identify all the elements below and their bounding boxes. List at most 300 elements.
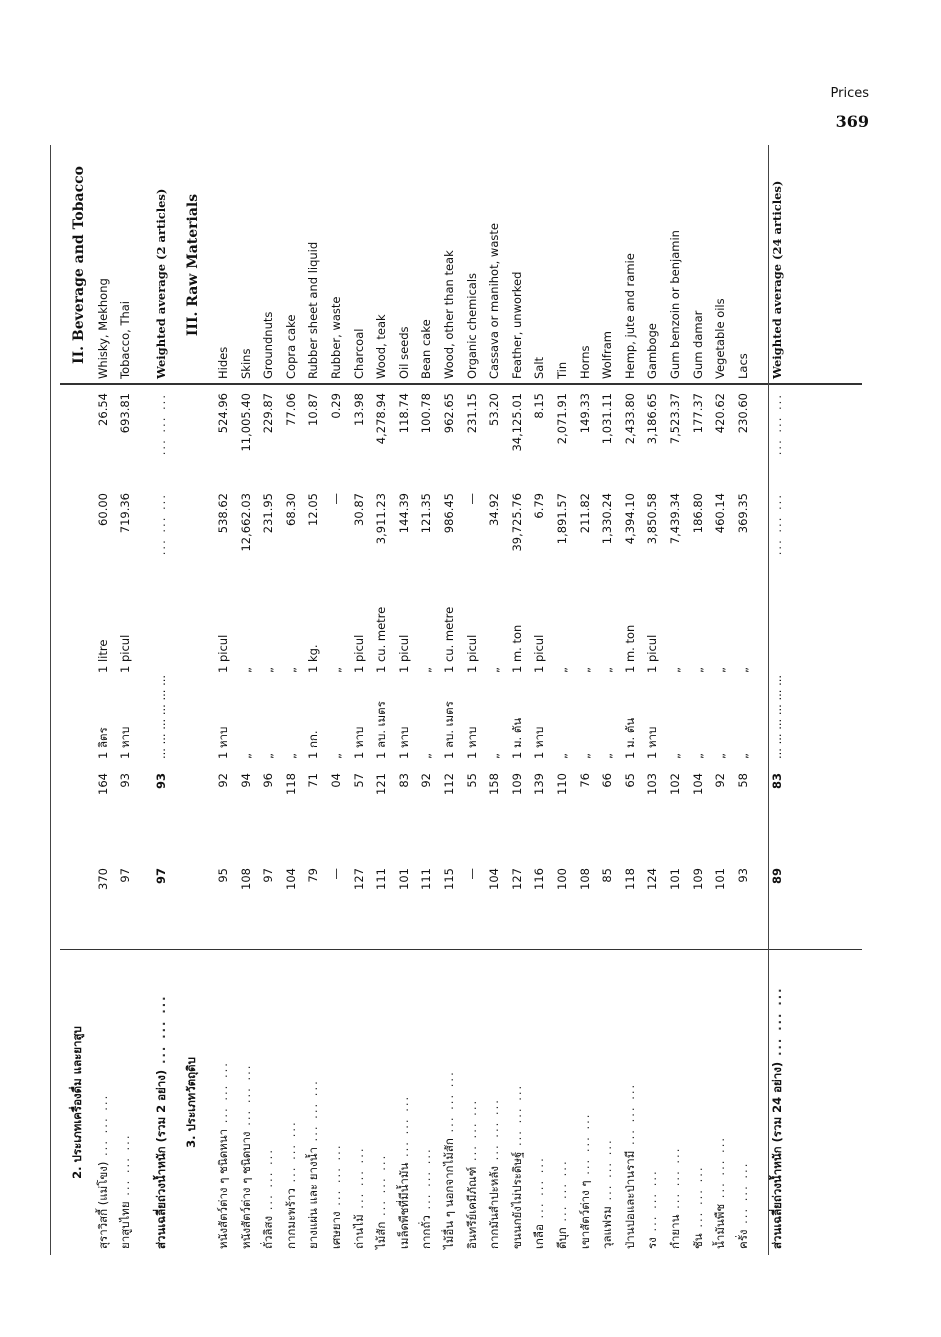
thai-item-label: ชัน [690,1233,705,1249]
total-rule [768,145,769,1255]
price-value-1: 369.35 [735,493,750,534]
leader-dots: ... ... ... [645,1169,660,1238]
thai-item-name [396,950,419,1255]
thai-item-label: กากถั่ว [419,1215,434,1249]
index-value-1: 95 [216,868,230,883]
english-item-name: Oil seeds [396,326,411,379]
thai-item-label: วุลแฟรม [600,1206,615,1249]
unit-english: „ [735,667,750,673]
price-value-2: 4,278.94 [374,393,389,445]
index-value-2: 58 [735,773,750,788]
unit-cell [735,585,758,765]
unit-thai: 1 ม. ตัน [622,717,637,759]
price-value-1: 30.87 [351,493,366,526]
english-item-name: Cassava or manihot, waste [487,223,502,379]
thai-item-label: กากมะพร้าว [283,1188,298,1249]
price-value-2: 11,005.40 [238,393,253,452]
unit-cell [283,585,306,765]
index-value-1: 124 [645,868,660,890]
unit-english: „ [555,667,569,673]
unit-english: „ [600,667,615,673]
english-item-name: Wood, other than teak [442,250,456,379]
unit-cell [218,585,238,765]
english-item-name: Skins [238,348,253,379]
price-value-1: 3,850.58 [645,493,660,545]
index-value-2: 55 [464,773,479,788]
english-item-name: Horns [577,345,592,379]
thai-item-label: อินทรีย์เคมีภัณฑ์ [464,1166,479,1249]
english-item-name: Hides [216,346,230,379]
index-value-1: 115 [442,868,456,890]
unit-thai: 1 หาบ [396,726,411,759]
unit-english: „ [577,667,592,673]
price-value-1: 3,911.23 [374,493,389,545]
thai-item-name [98,950,118,1255]
index-value-2: 93 [118,773,132,788]
english-item-name: Lacs [735,353,750,379]
unit-cell [444,585,464,765]
price-value-2: 524.96 [216,393,230,434]
index-value-2: 118 [283,773,298,795]
unit-thai: „ [668,753,682,759]
thai-item-label: หนังสัตว์ต่าง ๆ ชนิดบาง [238,1131,253,1249]
unit-english: „ [261,667,276,673]
price-value-1: — [464,493,479,505]
leader-dots: ... ... ... [532,1156,547,1225]
index-value-1: — [464,868,479,880]
unit-cell [396,585,419,765]
price-value-1: 538.62 [216,493,230,534]
unit-english: 1 picul [532,634,547,673]
index-value-2: 104 [690,773,705,795]
price-value-1: 231.95 [261,493,276,534]
unit-english: 1 picul [464,634,479,673]
leader-dots: ... ... ... [216,1061,230,1129]
unit-thai: „ [600,753,615,759]
index-value-2: 109 [509,773,524,795]
english-item-name: Feather, unworked [509,271,524,379]
leader-dots: ... ... ... [509,1083,524,1152]
unit-cell [376,585,396,765]
price-value-2: 231.15 [464,393,479,434]
average-index-2: 93 [154,773,168,790]
price-column-2 [50,385,870,485]
english-item-name: Wolfram [600,331,615,379]
index-value-2: 83 [396,773,411,788]
price-value-1: 211.82 [577,493,592,534]
index-value-1: 93 [735,868,750,883]
unit-english: 1 m. ton [509,624,524,673]
price-value-1: 186.80 [690,493,705,534]
leader-dots: ... ... ... [735,1161,750,1230]
index-value-2: 112 [442,773,456,795]
thai-item-name [670,950,690,1255]
english-item-name: Tin [555,361,569,379]
unit-cell [489,585,509,765]
thai-item-name [444,950,464,1255]
thai-item-name [715,950,735,1255]
thai-item-label: ดีบุก [555,1227,569,1249]
index-value-2: 96 [261,773,276,788]
thai-item-name [489,950,509,1255]
index-value-1: 97 [261,868,276,883]
leader-dots: ... ... ... [154,493,168,556]
unit-english: 1 cu. metre [374,606,389,673]
english-item-name: Groundnuts [261,311,276,379]
leader-dots: ... ... ... [442,1070,456,1139]
price-value-2: 34,125.01 [509,393,524,452]
index-value-1: 101 [668,868,682,890]
english-item-name: Gamboge [645,323,660,379]
thai-item-label: เกลือ [532,1224,547,1249]
index-value-2: 110 [555,773,569,795]
thai-item-name [308,950,328,1255]
price-value-2: 118.74 [396,393,411,434]
index-value-1: 116 [532,868,547,890]
index-value-1: 104 [283,868,298,890]
price-value-1: 1,330.24 [600,493,615,545]
thai-item-name [690,950,713,1255]
price-value-1: 986.45 [442,493,456,534]
price-value-2: 177.37 [690,393,705,434]
index-column-1 [50,860,870,950]
english-item-name: Whisky, Mekhong [96,278,110,379]
price-value-1: — [329,493,343,505]
unit-cell [577,585,600,765]
price-value-1: 12.05 [306,493,321,526]
price-value-1: 719.36 [118,493,132,534]
thai-item-name [557,950,577,1255]
unit-cell [557,585,577,765]
unit-english: „ [329,667,343,673]
index-value-2: 57 [351,773,366,788]
unit-thai: 1 ลบ. เมตร [442,701,456,759]
price-value-1: 39,725.76 [509,493,524,552]
leader-dots: ... ... ... [154,393,168,456]
leader-dots: ... ... ... [690,1165,705,1234]
index-value-1: 100 [555,868,569,890]
unit-english: 1 kg. [306,644,321,673]
thai-item-name [577,950,600,1255]
unit-cell [602,585,622,765]
unit-english: „ [690,667,705,673]
thai-item-label: หนังสัตว์ต่าง ๆ ชนิดหนา [216,1128,230,1249]
index-value-1: 101 [396,868,411,890]
unit-cell [263,585,283,765]
index-value-1: 108 [577,868,592,890]
leader-dots: ... ... ... [770,493,785,556]
price-value-2: 77.06 [283,393,298,426]
index-value-2: 121 [374,773,389,795]
price-value-1: 4,394.10 [622,493,637,545]
unit-thai: 1 หาบ [351,726,366,759]
index-value-2: 71 [306,773,321,788]
thai-item-label: กากมันสำปะหลัง [487,1165,502,1249]
english-item-name: Organic chemicals [464,272,479,379]
price-value-2: 13.98 [351,393,366,426]
unit-thai: „ [329,753,343,759]
price-column-1 [50,485,870,585]
english-item-name: Salt [532,356,547,379]
price-value-2: 149.33 [577,393,592,434]
leader-dots: ... ... ... [600,1138,615,1207]
unit-thai: 1 หาบ [464,726,479,759]
thai-item-label: ส่วนเฉลี่ยถ่วงน้ำหนัก (รวม 24 อย่าง) [770,1061,785,1249]
price-value-1: 7,439.34 [668,493,682,545]
unit-english: 1 litre [96,639,110,673]
leader-dots: ... ... ... [96,1093,110,1162]
thai-item-label: เขาสัตว์ต่าง ๆ [577,1180,592,1249]
price-value-2: 2,071.91 [555,393,569,445]
unit-cell [351,585,374,765]
unit-cell [308,585,328,765]
price-value-2: 230.60 [735,393,750,434]
thai-item-name [283,950,306,1255]
index-value-2: 164 [96,773,110,795]
thai-item-label: ถ่านไม้ [351,1214,366,1249]
unit-cell [534,585,554,765]
unit-english: 1 cu. metre [442,606,456,673]
unit-cell [98,585,118,765]
english-item-name: Gum damar [690,310,705,379]
thai-item-label: เมล็ดพืชที่มีน้ำมัน [396,1162,411,1249]
index-value-2: 103 [645,773,660,795]
thai-item-name [120,950,140,1255]
unit-thai: 1 หาบ [532,726,547,759]
english-item-name: Bean cake [419,319,434,379]
thai-item-label: ครั่ง [735,1229,750,1249]
price-value-1: 121.35 [419,493,434,534]
unit-thai: „ [690,753,705,759]
price-value-2: 8.15 [532,393,547,419]
english-item-name: Gum benzoin or benjamin [668,230,682,379]
unit-thai: 1 หาบ [645,726,660,759]
thai-item-name [263,950,283,1255]
unit-english: „ [419,667,434,673]
index-value-2: 76 [577,773,592,788]
thai-item-name [218,950,238,1255]
leader-dots: ... ... ... [555,1159,569,1228]
unit-cell [331,585,351,765]
unit-english: „ [668,667,682,673]
leader-dots: ... ... ... [622,1082,637,1151]
price-value-1: 12,662.03 [238,493,253,552]
unit-thai: 1 ลบ. เมตร [374,701,389,759]
unit-cell [509,585,532,765]
index-value-1: 97 [118,868,132,883]
price-value-2: 0.29 [329,393,343,419]
section-heading-english: II. Beverage and Tobacco [71,166,87,364]
leader-dots: ... ... ... [238,1063,253,1132]
unit-english: 1 picul [396,634,411,673]
unit-cell [464,585,487,765]
index-value-2: 94 [238,773,253,788]
unit-english: „ [487,667,502,673]
index-value-2: 04 [329,773,343,788]
average-index-1: 97 [154,868,168,885]
running-header-section: Prices [830,86,869,101]
thai-item-name [647,950,667,1255]
weighted-average-label: Weighted average (2 articles) [154,188,168,379]
thai-item-label: เศษยาง [329,1211,343,1249]
average-index-2: 83 [770,773,785,790]
price-value-2: 2,433.80 [622,393,637,445]
price-value-2: 10.87 [306,393,321,426]
unit-english: 1 picul [216,634,230,673]
leader-dots: ... ... ... [118,1133,132,1202]
thai-item-name [534,950,554,1255]
unit-thai: 1 หาบ [216,726,230,759]
unit-cell [421,585,441,765]
leader-dots: ... ... ... [770,393,785,456]
index-value-1: 79 [306,868,321,883]
thai-item-name [509,950,532,1255]
index-value-2: 102 [668,773,682,795]
leader-dots: ... ... ... [396,1094,411,1163]
unit-thai: „ [555,753,569,759]
leader-dots: ... ... ... [261,1148,276,1216]
unit-thai: „ [238,753,253,759]
unit-english: 1 picul [118,634,132,673]
english-item-name: Vegetable oils [713,298,728,379]
thai-item-name [156,950,176,1255]
unit-english: „ [283,667,298,673]
price-value-2: 229.87 [261,393,276,434]
index-value-1: 111 [419,868,434,890]
leader-dots: ... ... ... [419,1147,434,1216]
price-value-1: 6.79 [532,493,547,519]
thai-item-label: ยาสูบไทย [118,1201,132,1249]
unit-thai: 1 หาบ [118,726,132,759]
thai-item-label: สุราวิสกี้ (แม่โขง) [96,1161,110,1249]
leader-dots: ... ... ... ... ... ... [154,674,168,759]
thai-item-name [735,950,758,1255]
index-value-1: 101 [713,868,728,890]
leader-dots: ... ... ... [577,1112,592,1181]
price-value-2: 100.78 [419,393,434,434]
leader-dots: ... ... ... [306,1079,321,1148]
unit-thai: 1 ม. ตัน [509,717,524,759]
thai-item-label: ส่วนเฉลี่ยถ่วงน้ำหนัก (รวม 2 อย่าง) [154,1069,168,1249]
index-value-1: 104 [487,868,502,890]
unit-english: 1 picul [645,634,660,673]
thai-name-column [50,950,870,1255]
unit-english: „ [238,667,253,673]
index-value-1: 127 [351,868,366,890]
leader-dots: ... ... ... ... ... ... [770,674,785,759]
index-value-2: 92 [216,773,230,788]
english-item-name: Rubber sheet and liquid [306,241,321,379]
unit-cell [647,585,667,765]
leader-dots: ... ... ... [713,1135,728,1204]
index-column-2 [50,765,870,860]
unit-cell [690,585,713,765]
thai-item-name [464,950,487,1255]
index-value-1: — [329,868,343,880]
leader-dots: ... ... ... [329,1143,343,1212]
leader-dots: ... ... ... [283,1120,298,1189]
index-value-2: 66 [600,773,615,788]
weighted-average-label: Weighted average (24 articles) [770,180,785,379]
price-value-1: 144.39 [396,493,411,534]
unit-english: 1 m. ton [622,624,637,673]
english-item-name: Copra cake [283,314,298,379]
leader-dots: ... ... ... [770,986,785,1062]
section-heading-thai: 3. ประเภทวัตถุดิบ [184,1057,198,1148]
thai-item-label: ยางแผ่น และ ยางน้ำ [306,1147,321,1249]
unit-cell [120,585,140,765]
price-value-2: 420.62 [713,393,728,434]
thai-item-label: ไม้สัก [374,1221,389,1249]
price-value-2: 693.81 [118,393,132,434]
price-value-2: 53.20 [487,393,502,426]
unit-thai: „ [261,753,276,759]
index-value-2: 92 [419,773,434,788]
thai-item-label: ขนนกยังไม่ประดิษฐ์ [509,1151,524,1249]
thai-item-label: รง [645,1237,660,1249]
price-value-2: 1,031.11 [600,393,615,445]
unit-thai: „ [713,753,728,759]
price-value-2: 26.54 [96,393,110,426]
leader-dots: ... ... ... [464,1098,479,1167]
unit-thai: „ [735,753,750,759]
thai-item-name [331,950,351,1255]
thai-item-label: น้ำมันพืช [713,1203,728,1249]
thai-item-name [421,950,441,1255]
average-index-1: 89 [770,868,785,885]
leader-dots: ... ... ... [487,1098,502,1166]
unit-cell [670,585,690,765]
thai-item-name [602,950,622,1255]
unit-thai: „ [283,753,298,759]
thai-item-label: ถั่วลิสง [261,1215,276,1249]
thai-item-name [376,950,396,1255]
page-number: 369 [835,112,869,131]
price-value-2: 7,523.37 [668,393,682,445]
index-value-2: 92 [713,773,728,788]
index-value-1: 111 [374,868,389,890]
thai-item-label: กำยาน [668,1214,682,1249]
price-table [50,145,870,1255]
thai-item-name [622,950,645,1255]
leader-dots: ... ... ... [374,1153,389,1222]
unit-column [50,585,870,765]
index-value-1: 118 [622,868,637,890]
price-value-1: 1,891.57 [555,493,569,545]
thai-item-name [238,950,261,1255]
price-value-1: 34.92 [487,493,502,526]
section-heading-thai: 2. ประเภทเครื่องดื่ม และยาสูบ [70,1026,84,1179]
index-value-1: 370 [96,868,110,890]
english-item-name: Hemp, jute and ramie [622,253,637,379]
unit-cell [238,585,261,765]
unit-thai: 1 กก. [306,730,321,759]
index-value-2: 139 [532,773,547,795]
leader-dots: ... ... ... [154,994,168,1070]
section-heading-english: III. Raw Materials [185,193,201,337]
english-item-name: Rubber, waste [329,296,343,379]
index-value-2: 65 [622,773,637,788]
price-value-2: 3,186.65 [645,393,660,445]
thai-item-label: ป่านปอและป่านรามี [622,1150,637,1249]
index-value-1: 85 [600,868,615,883]
english-name-column [50,145,870,385]
thai-item-name [772,950,792,1255]
unit-thai: „ [419,753,434,759]
unit-thai: „ [577,753,592,759]
leader-dots: ... ... ... [668,1146,682,1215]
english-item-name: Charcoal [351,328,366,379]
